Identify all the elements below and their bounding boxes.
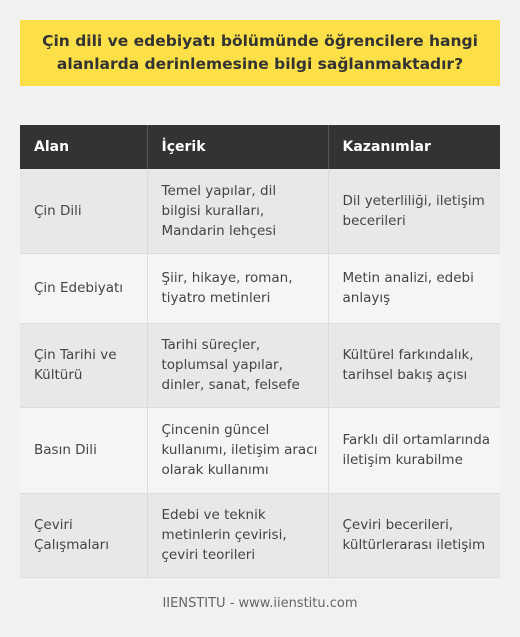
title-banner [20,20,500,86]
cell-alan: Çin Tarihi ve Kültürü [20,323,147,407]
table-row [20,169,500,253]
header-kazanimlar: Kazanımlar [328,125,500,169]
cell-alan: Basın Dili [20,407,147,493]
info-table [20,125,500,578]
page-title: Çin dili ve edebiyatı bölümünde öğrencilere hangi alanlarda derinlemesine bilgi sağlanmaktadır? [42,32,478,73]
cell-icerik: Temel yapılar, dil bilgisi kuralları, Mandarin lehçesi [147,169,328,253]
header-icerik: İçerik [147,125,328,169]
table-row [20,407,500,493]
cell-kazanimlar: Çeviri becerileri, kültürlerarası iletişim [328,493,500,577]
header-alan: Alan [20,125,147,169]
table-row [20,253,500,323]
cell-kazanimlar: Kültürel farkındalık, tarihsel bakış açısı [328,323,500,407]
cell-alan: Çin Dili [20,169,147,253]
cell-icerik: Şiir, hikaye, roman, tiyatro metinleri [147,253,328,323]
cell-icerik: Edebi ve teknik metinlerin çevirisi, çeviri teorileri [147,493,328,577]
footer-credit: IIENSTITU - www.iienstitu.com [162,596,358,611]
cell-icerik: Tarihi süreçler, toplumsal yapılar, dinler, sanat, felsefe [147,323,328,407]
cell-kazanimlar: Metin analizi, edebi anlayış [328,253,500,323]
table-header-row [20,125,500,169]
table-row [20,493,500,577]
cell-kazanimlar: Farklı dil ortamlarında iletişim kurabilme [328,407,500,493]
cell-alan: Çin Edebiyatı [20,253,147,323]
cell-alan: Çeviri Çalışmaları [20,493,147,577]
cell-icerik: Çincenin güncel kullanımı, iletişim aracı olarak kullanımı [147,407,328,493]
cell-kazanimlar: Dil yeterliliği, iletişim becerileri [328,169,500,253]
table-row [20,323,500,407]
